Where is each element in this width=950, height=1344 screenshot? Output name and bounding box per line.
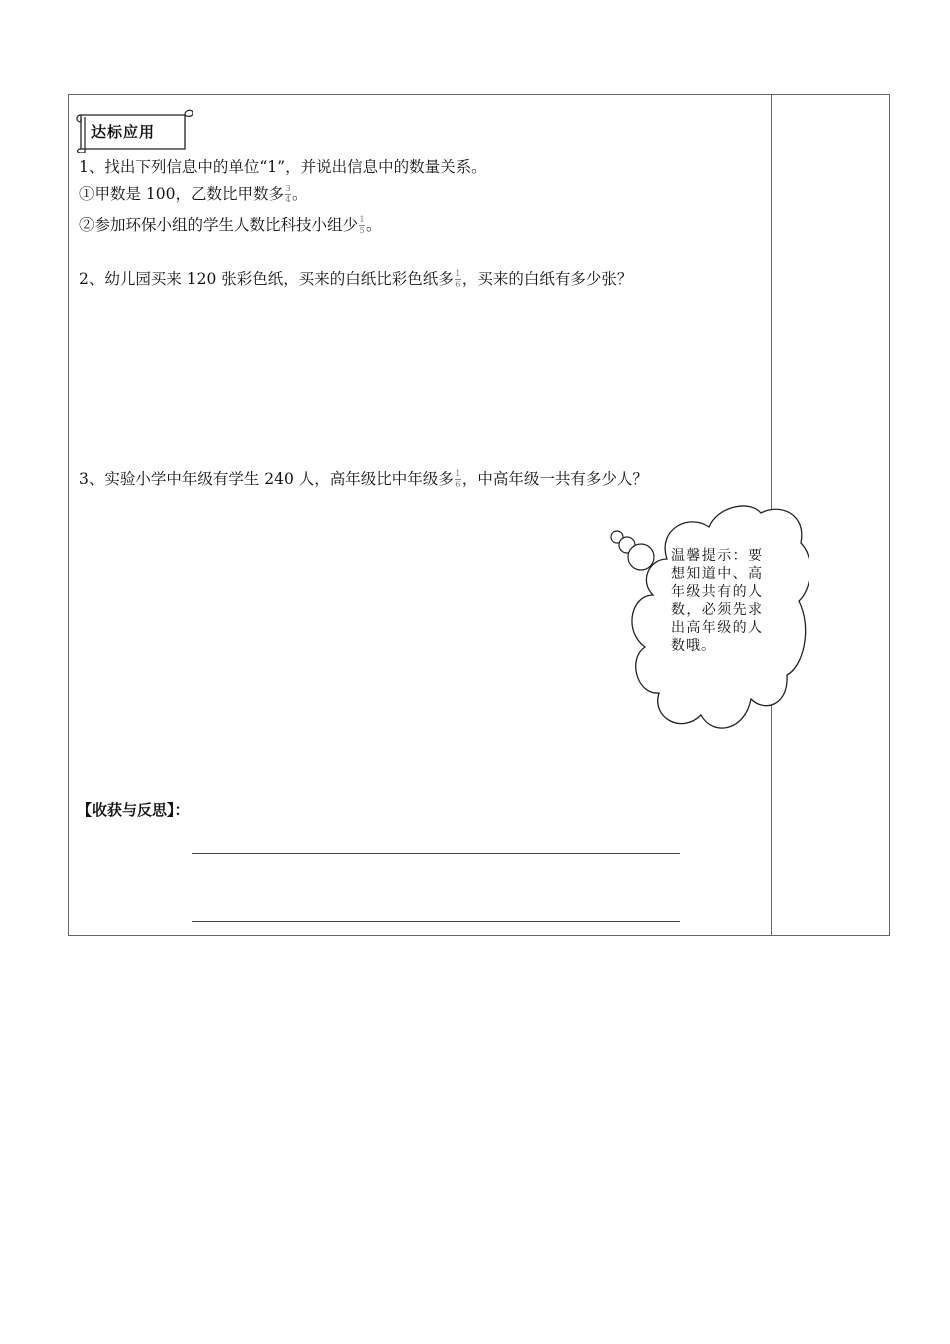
fraction-numerator: 1 <box>455 468 461 478</box>
section-title: 达标应用 <box>91 123 156 141</box>
fraction-numerator: 1 <box>359 214 365 224</box>
worksheet-table <box>68 94 890 936</box>
question-2 <box>79 269 632 290</box>
question-3-tail: ，中高年级一共有多少人？ <box>461 470 648 488</box>
section-title-scroll <box>75 107 193 151</box>
question-2-tail: ，买来的白纸有多少张？ <box>461 270 633 288</box>
item-1-end: 。 <box>292 185 308 203</box>
reflection-heading: 【收获与反思】： <box>77 801 190 819</box>
hint-cloud <box>609 499 809 743</box>
item-2-text: ②参加环保小组的学生人数比科技小组少 <box>79 216 359 234</box>
question-1-prompt <box>79 157 487 177</box>
fraction-denominator: 4 <box>285 194 291 204</box>
question-1-text: 1、找出下列信息中的单位“1”，并说出信息中的数量关系。 <box>79 158 487 176</box>
fraction <box>455 270 461 289</box>
fraction <box>455 470 461 489</box>
question-1-item-1 <box>79 184 308 205</box>
fraction-denominator: 5 <box>359 225 365 235</box>
fraction-denominator: 6 <box>455 279 461 289</box>
fraction-denominator: 6 <box>455 479 461 489</box>
fraction <box>359 216 365 235</box>
question-1-item-2 <box>79 215 382 236</box>
answer-line-1[interactable] <box>192 853 680 854</box>
item-1-text: ①甲数是 100，乙数比甲数多 <box>79 185 285 203</box>
question-3 <box>79 469 648 490</box>
fraction-numerator: 3 <box>285 183 291 193</box>
item-2-end: 。 <box>366 216 382 234</box>
answer-line-2[interactable] <box>192 921 680 922</box>
question-3-text: 3、实验小学中年级有学生 240 人，高年级比中年级多 <box>79 470 454 488</box>
question-2-text: 2、幼儿园买来 120 张彩色纸，买来的白纸比彩色纸多 <box>79 270 454 288</box>
hint-text: 温馨提示：要想知道中、高年级共有的人数，必须先求出高年级的人数哦。 <box>671 548 763 654</box>
fraction <box>285 185 291 204</box>
fraction-numerator: 1 <box>455 268 461 278</box>
